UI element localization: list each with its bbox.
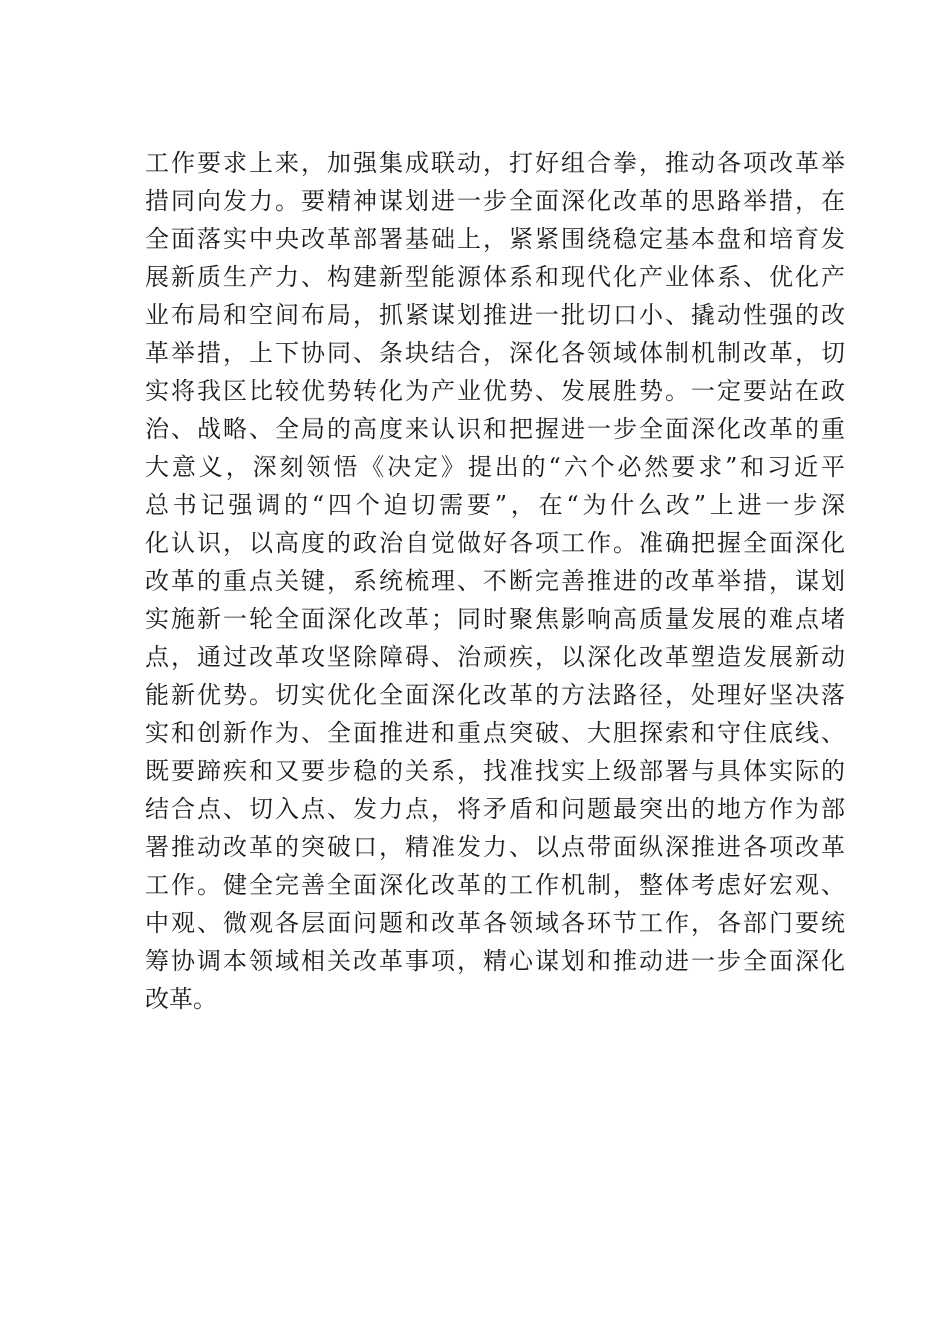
text-line: 治、战略、全局的高度来认识和把握进一步全面深化改革的重 — [145, 415, 845, 443]
text-line: 既要蹄疾和又要步稳的关系，找准找实上级部署与具体实际的 — [145, 757, 845, 785]
body-paragraph — [145, 144, 845, 1018]
text-line: 工作。健全完善全面深化改革的工作机制，整体考虑好宏观、 — [145, 871, 845, 899]
text-line: 结合点、切入点、发力点，将矛盾和问题最突出的地方作为部 — [145, 795, 845, 823]
text-line: 点，通过改革攻坚除障碍、治顽疾，以深化改革塑造发展新动 — [145, 643, 845, 671]
text-line: 署推动改革的突破口，精准发力、以点带面纵深推进各项改革 — [145, 833, 845, 861]
text-line: 业布局和空间布局，抓紧谋划推进一批切口小、撬动性强的改 — [145, 301, 845, 329]
text-line: 展新质生产力、构建新型能源体系和现代化产业体系、优化产 — [145, 263, 845, 291]
text-line: 总书记强调的“四个迫切需要”，在“为什么改”上进一步深 — [145, 491, 845, 519]
text-line: 实施新一轮全面深化改革；同时聚焦影响高质量发展的难点堵 — [145, 605, 845, 633]
text-line: 能新优势。切实优化全面深化改革的方法路径，处理好坚决落 — [145, 681, 845, 709]
text-line: 中观、微观各层面问题和改革各领域各环节工作，各部门要统 — [145, 909, 845, 937]
text-line: 改革的重点关键，系统梳理、不断完善推进的改革举措，谋划 — [145, 567, 845, 595]
text-line: 筹协调本领域相关改革事项，精心谋划和推动进一步全面深化 — [145, 947, 845, 975]
text-line: 革举措，上下协同、条块结合，深化各领域体制机制改革，切 — [145, 339, 845, 367]
text-line: 实和创新作为、全面推进和重点突破、大胆探索和守住底线、 — [145, 719, 845, 747]
text-line: 措同向发力。要精神谋划进一步全面深化改革的思路举措，在 — [145, 187, 845, 215]
text-line: 实将我区比较优势转化为产业优势、发展胜势。一定要站在政 — [145, 377, 845, 405]
text-line: 工作要求上来，加强集成联动，打好组合拳，推动各项改革举 — [145, 149, 845, 177]
text-line: 大意义，深刻领悟《决定》提出的“六个必然要求”和习近平 — [145, 453, 845, 481]
text-line: 全面落实中央改革部署基础上，紧紧围绕稳定基本盘和培育发 — [145, 225, 845, 253]
text-line: 改革。 — [145, 985, 217, 1013]
text-line: 化认识，以高度的政治自觉做好各项工作。准确把握全面深化 — [145, 529, 845, 557]
